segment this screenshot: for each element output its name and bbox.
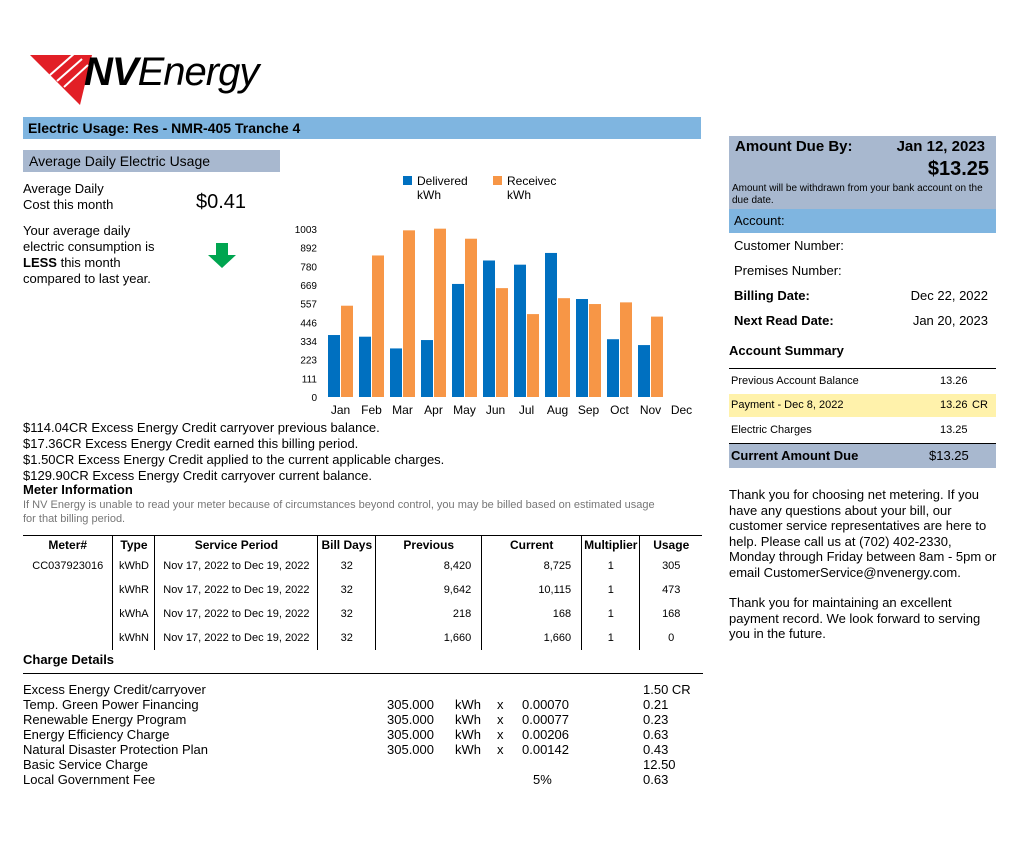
summary-value: 13.25 xyxy=(940,424,968,436)
x-tick-label: Jun xyxy=(485,403,506,417)
legend-received-swatch xyxy=(493,176,502,185)
summary-label: Previous Account Balance xyxy=(731,375,859,387)
customer-number-label: Customer Number: xyxy=(734,238,844,253)
charge-amount: 0.63 xyxy=(643,772,669,787)
received-bar xyxy=(496,288,508,397)
received-bar xyxy=(558,298,570,397)
cell-current: 1,660 xyxy=(482,626,582,650)
legend-delivered-swatch xyxy=(403,176,412,185)
delivered-bar xyxy=(390,348,402,397)
legend-label: kWh xyxy=(417,188,441,202)
charge-qty: 305.000 xyxy=(387,742,434,757)
received-bar xyxy=(372,255,384,397)
received-bar xyxy=(403,230,415,397)
x-tick-label: Oct xyxy=(610,403,629,417)
charge-amount: 0.21 xyxy=(643,697,669,712)
consumption-line3: this month xyxy=(56,255,121,270)
col-period: Service Period xyxy=(155,536,318,555)
cell-previous: 8,420 xyxy=(376,554,482,578)
charge-row xyxy=(23,712,703,727)
premises-number-row xyxy=(734,261,990,281)
cell-period: Nov 17, 2022 to Dec 19, 2022 xyxy=(155,578,318,602)
charge-rate: 0.00206 xyxy=(522,727,569,742)
charge-x: x xyxy=(497,712,504,727)
cell-type: kWhD xyxy=(113,554,155,578)
down-arrow-icon xyxy=(207,243,237,269)
cell-previous: 1,660 xyxy=(376,626,482,650)
net-metering-message: Thank you for choosing net metering. If you have any questions about your bill, our customer service representatives are here to help. Please call us at (702) 402-2330, Monday through Friday between 8am - 5pm or email CustomerService@nvenergy.com. xyxy=(729,487,997,580)
usage-chart xyxy=(290,170,700,420)
amount-due-label: Amount Due By: xyxy=(735,138,853,155)
table-row xyxy=(23,554,702,578)
summary-row-electric xyxy=(729,419,996,442)
charge-label: Excess Energy Credit/carryover xyxy=(23,682,206,697)
delivered-bar xyxy=(514,265,526,397)
current-amount-due-row xyxy=(729,443,996,468)
credit-line: $17.36CR Excess Energy Credit earned this billing period. xyxy=(23,436,359,451)
meter-table xyxy=(23,535,702,650)
charge-row xyxy=(23,697,703,712)
next-read-row xyxy=(734,311,990,331)
charge-unit: kWh xyxy=(455,697,481,712)
charge-unit: kWh xyxy=(455,712,481,727)
delivered-bar xyxy=(638,345,650,397)
consumption-line4: compared to last year. xyxy=(23,271,151,286)
avg-cost-label-line1: Average Daily xyxy=(23,181,104,196)
charge-amount: 0.43 xyxy=(643,742,669,757)
current-amount-due-value: $13.25 xyxy=(929,448,969,463)
col-days: Bill Days xyxy=(318,536,376,555)
col-previous: Previous xyxy=(376,536,482,555)
cell-meter xyxy=(23,602,113,626)
y-tick-label: 223 xyxy=(300,355,317,367)
y-tick-label: 1003 xyxy=(294,225,317,236)
charge-amount: 0.63 xyxy=(643,727,669,742)
received-bar xyxy=(651,317,663,397)
charge-qty: 305.000 xyxy=(387,712,434,727)
credit-lines xyxy=(23,420,444,484)
col-current: Current xyxy=(482,536,582,555)
cell-days: 32 xyxy=(318,626,376,650)
cell-multiplier: 1 xyxy=(582,578,640,602)
avg-cost-label xyxy=(23,181,113,213)
meter-info-title: Meter Information xyxy=(23,482,133,497)
cell-current: 8,725 xyxy=(482,554,582,578)
received-bar xyxy=(589,304,601,397)
credit-line: $114.04CR Excess Energy Credit carryover previous balance. xyxy=(23,420,380,435)
consumption-note xyxy=(23,223,183,287)
y-tick-label: 111 xyxy=(301,374,317,386)
col-meter: Meter# xyxy=(48,538,88,552)
avg-cost-label-line2: Cost this month xyxy=(23,197,114,212)
next-read-value: Jan 20, 2023 xyxy=(912,313,988,328)
legend-label: Delivered xyxy=(417,174,468,188)
credit-line: $129.90CR Excess Energy Credit carryover current balance. xyxy=(23,468,372,483)
account-title: Account: xyxy=(729,209,996,233)
cell-usage: 305 xyxy=(640,554,702,578)
y-tick-label: 892 xyxy=(300,243,317,255)
delivered-bar xyxy=(328,335,340,397)
delivered-bar xyxy=(452,284,464,397)
meter-info-note xyxy=(23,498,703,526)
current-amount-due-label: Current Amount Due xyxy=(731,448,859,463)
received-bar xyxy=(465,239,477,397)
x-tick-label: Jul xyxy=(518,403,535,417)
amount-due-value: $13.25 xyxy=(927,158,989,180)
charge-rate: 0.00142 xyxy=(522,742,569,757)
summary-label: Payment - Dec 8, 2022 xyxy=(731,399,844,411)
charge-amount: 0.23 xyxy=(643,712,669,727)
charge-row xyxy=(23,772,703,787)
cell-period: Nov 17, 2022 to Dec 19, 2022 xyxy=(155,602,318,626)
charge-row xyxy=(23,727,703,742)
charge-details-divider xyxy=(23,673,703,674)
charge-row xyxy=(23,757,703,772)
charge-x: x xyxy=(497,742,504,757)
y-tick-label: 0 xyxy=(311,393,317,404)
logo-text-energy: Energy xyxy=(137,50,259,94)
cell-previous: 9,642 xyxy=(376,578,482,602)
logo-text-nv: NV xyxy=(84,50,138,94)
y-tick-label: 446 xyxy=(300,318,317,330)
x-tick-label: May xyxy=(453,403,476,417)
summary-value: 13.26 xyxy=(940,399,968,411)
legend-label: kWh xyxy=(507,188,531,202)
logo-triangle-icon xyxy=(30,45,92,107)
charge-unit: kWh xyxy=(455,727,481,742)
y-tick-label: 557 xyxy=(300,299,317,311)
cell-type: kWhR xyxy=(113,578,155,602)
x-tick-label: Apr xyxy=(424,403,443,417)
x-tick-label: Feb xyxy=(361,403,382,417)
consumption-line1: Your average daily xyxy=(23,223,131,238)
premises-number-label: Premises Number: xyxy=(734,263,842,278)
charge-rate: 0.00070 xyxy=(522,697,569,712)
summary-value: 13.26 xyxy=(940,375,968,387)
charge-x: x xyxy=(497,727,504,742)
delivered-bar xyxy=(359,337,371,397)
avg-cost-value: $0.41 xyxy=(196,191,247,213)
charge-label: Natural Disaster Protection Plan xyxy=(23,742,208,757)
consumption-less: LESS xyxy=(23,255,57,270)
charge-label: Temp. Green Power Financing xyxy=(23,697,199,712)
cell-current: 10,115 xyxy=(482,578,582,602)
received-bar xyxy=(434,229,446,397)
avg-daily-usage-title: Average Daily Electric Usage xyxy=(23,150,280,172)
y-tick-label: 780 xyxy=(300,262,317,274)
cell-type: kWhN xyxy=(113,626,155,650)
col-usage: Usage xyxy=(640,536,702,555)
amount-due-box xyxy=(729,136,996,209)
cell-meter xyxy=(23,578,113,602)
charge-rate: 5% xyxy=(533,772,552,787)
x-tick-label: Sep xyxy=(577,403,600,417)
summary-suffix: CR xyxy=(972,399,988,411)
y-tick-label: 669 xyxy=(300,281,317,292)
cell-usage: 168 xyxy=(640,602,702,626)
delivered-bar xyxy=(545,253,557,397)
meter-table-header xyxy=(23,536,702,555)
account-summary-title: Account Summary xyxy=(729,343,844,358)
delivered-bar xyxy=(483,260,495,397)
summary-row-payment xyxy=(729,394,996,417)
col-multiplier: Multiplier xyxy=(582,536,640,555)
charge-label: Basic Service Charge xyxy=(23,757,148,772)
delivered-bar xyxy=(421,340,433,397)
x-tick-label: Aug xyxy=(546,403,569,417)
billing-date-row xyxy=(734,286,990,306)
charge-amount: 1.50 CR xyxy=(643,682,691,697)
y-tick-label: 334 xyxy=(300,337,317,348)
cell-meter: CC037923016 xyxy=(32,560,104,572)
received-bar xyxy=(620,302,632,397)
cell-usage: 473 xyxy=(640,578,702,602)
cell-multiplier: 1 xyxy=(582,626,640,650)
cell-multiplier: 1 xyxy=(582,554,640,578)
legend-label: Receivec xyxy=(507,174,557,188)
credit-line: $1.50CR Excess Energy Credit applied to the current applicable charges. xyxy=(23,452,445,467)
cell-days: 32 xyxy=(318,602,376,626)
cell-meter xyxy=(23,626,113,650)
cell-days: 32 xyxy=(318,554,376,578)
billing-date-label: Billing Date: xyxy=(734,288,810,303)
summary-row-previous xyxy=(729,370,996,393)
cell-type: kWhA xyxy=(113,602,155,626)
amount-due-date: Jan 12, 2023 xyxy=(896,138,985,155)
nv-energy-logo xyxy=(30,45,270,107)
received-bar xyxy=(527,314,539,397)
next-read-label: Next Read Date: xyxy=(734,313,834,328)
cell-period: Nov 17, 2022 to Dec 19, 2022 xyxy=(155,554,318,578)
cell-days: 32 xyxy=(318,578,376,602)
table-row xyxy=(23,578,702,602)
summary-label: Electric Charges xyxy=(731,424,812,436)
cell-previous: 218 xyxy=(376,602,482,626)
col-type: Type xyxy=(113,536,155,555)
consumption-line2: electric consumption is xyxy=(23,239,155,254)
charge-row xyxy=(23,682,703,697)
charge-label: Local Government Fee xyxy=(23,772,156,787)
charge-qty: 305.000 xyxy=(387,727,434,742)
usage-header: Electric Usage: Res - NMR-405 Tranche 4 xyxy=(23,117,701,139)
x-tick-label: Dec xyxy=(670,403,693,417)
charge-rate: 0.00077 xyxy=(522,712,569,727)
charge-qty: 305.000 xyxy=(387,697,434,712)
charge-x: x xyxy=(497,697,504,712)
charge-details-title: Charge Details xyxy=(23,652,115,667)
table-row xyxy=(23,602,702,626)
cell-current: 168 xyxy=(482,602,582,626)
charge-amount: 12.50 xyxy=(643,757,676,772)
cell-usage: 0 xyxy=(640,626,702,650)
meter-note-line2: for that billing period. xyxy=(23,513,126,525)
summary-divider xyxy=(729,368,996,369)
charge-label: Energy Efficiency Charge xyxy=(23,727,170,742)
payment-record-message: Thank you for maintaining an excellent payment record. We look forward to serving you in the future. xyxy=(729,595,981,641)
x-tick-label: Jan xyxy=(330,403,351,417)
cell-multiplier: 1 xyxy=(582,602,640,626)
received-bar xyxy=(341,306,353,397)
charge-row xyxy=(23,742,703,757)
x-tick-label: Nov xyxy=(639,403,662,417)
customer-number-row xyxy=(734,236,990,256)
delivered-bar xyxy=(607,339,619,397)
cell-period: Nov 17, 2022 to Dec 19, 2022 xyxy=(155,626,318,650)
x-tick-label: Mar xyxy=(392,403,413,417)
charge-unit: kWh xyxy=(455,742,481,757)
meter-note-line1: If NV Energy is unable to read your meter because of circumstances beyond control, you may be billed based on estimated usage xyxy=(23,499,655,511)
table-row xyxy=(23,626,702,650)
amount-due-note: Amount will be withdrawn from your bank account on the due date. xyxy=(732,183,983,206)
charge-label: Renewable Energy Program xyxy=(23,712,187,727)
billing-date-value: Dec 22, 2022 xyxy=(910,288,988,303)
delivered-bar xyxy=(576,299,588,397)
